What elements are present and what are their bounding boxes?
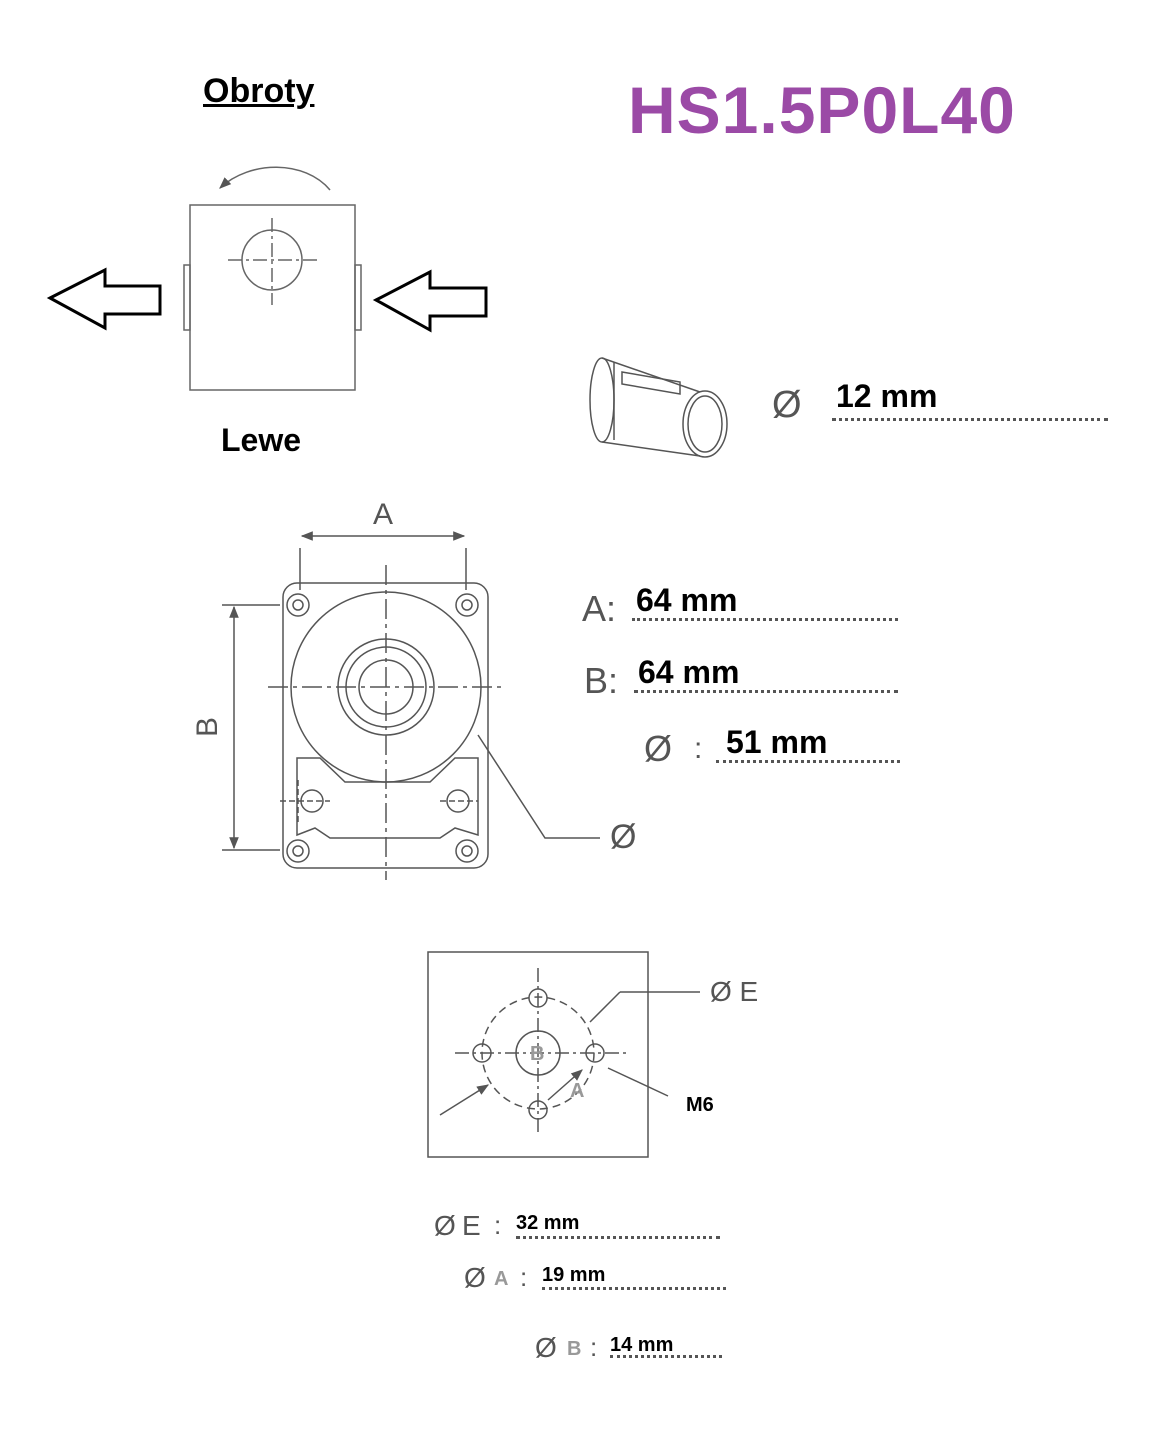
port-plate-view xyxy=(428,952,700,1157)
port-b-colon: : xyxy=(590,1332,598,1362)
rotation-title: Obroty xyxy=(203,72,315,110)
dim-diameter-label: Ø xyxy=(644,728,673,769)
pump-side-view xyxy=(184,167,361,390)
flange-front-view xyxy=(222,536,600,880)
dim-b-value: 64 mm xyxy=(638,654,740,690)
port-a-colon: : xyxy=(520,1262,528,1292)
dim-a-dotted-line xyxy=(632,618,898,621)
dim-diameter-value: 51 mm xyxy=(726,724,828,760)
port-e-value: 32 mm xyxy=(516,1212,580,1234)
port-label-e: Ø E xyxy=(710,976,759,1007)
port-label-b: B xyxy=(530,1043,545,1065)
shaft-diameter-symbol: Ø xyxy=(772,384,802,426)
shaft-dotted-line xyxy=(832,418,1108,421)
model-code: HS1.5P0L40 xyxy=(628,73,1016,147)
port-e-dotted-line xyxy=(516,1236,720,1239)
port-label-a: A xyxy=(570,1080,585,1102)
drawing-label-b: B xyxy=(191,716,225,738)
dim-diameter-colon: : xyxy=(694,732,703,765)
dim-diameter-dotted-line xyxy=(716,760,900,763)
port-a-letter: A xyxy=(494,1268,509,1290)
thread-label: M6 xyxy=(686,1094,714,1116)
dim-b-dotted-line xyxy=(634,690,898,693)
port-a-value: 19 mm xyxy=(542,1264,606,1286)
port-b-value: 14 mm xyxy=(610,1334,674,1356)
inflow-arrow-icon xyxy=(376,272,486,330)
port-e-symbol: Ø xyxy=(434,1210,456,1241)
dim-a-value: 64 mm xyxy=(636,582,738,618)
port-a-dotted-line xyxy=(542,1287,726,1290)
port-e-letter: E xyxy=(462,1210,481,1241)
port-e-colon: : xyxy=(494,1210,502,1240)
shaft-drawing xyxy=(590,358,727,457)
dim-a-label: A: xyxy=(582,588,617,629)
port-b-dotted-line xyxy=(610,1355,722,1358)
outflow-arrow-icon xyxy=(50,270,160,328)
rotation-value: Lewe xyxy=(221,422,302,458)
shaft-diameter-value: 12 mm xyxy=(836,378,938,414)
port-b-symbol: Ø xyxy=(535,1332,557,1363)
drawing-label-a: A xyxy=(373,498,394,531)
port-b-letter: B xyxy=(567,1338,582,1360)
drawing-label-diameter: Ø xyxy=(610,818,637,856)
dim-b-label: B: xyxy=(584,660,619,701)
port-a-symbol: Ø xyxy=(464,1262,486,1293)
